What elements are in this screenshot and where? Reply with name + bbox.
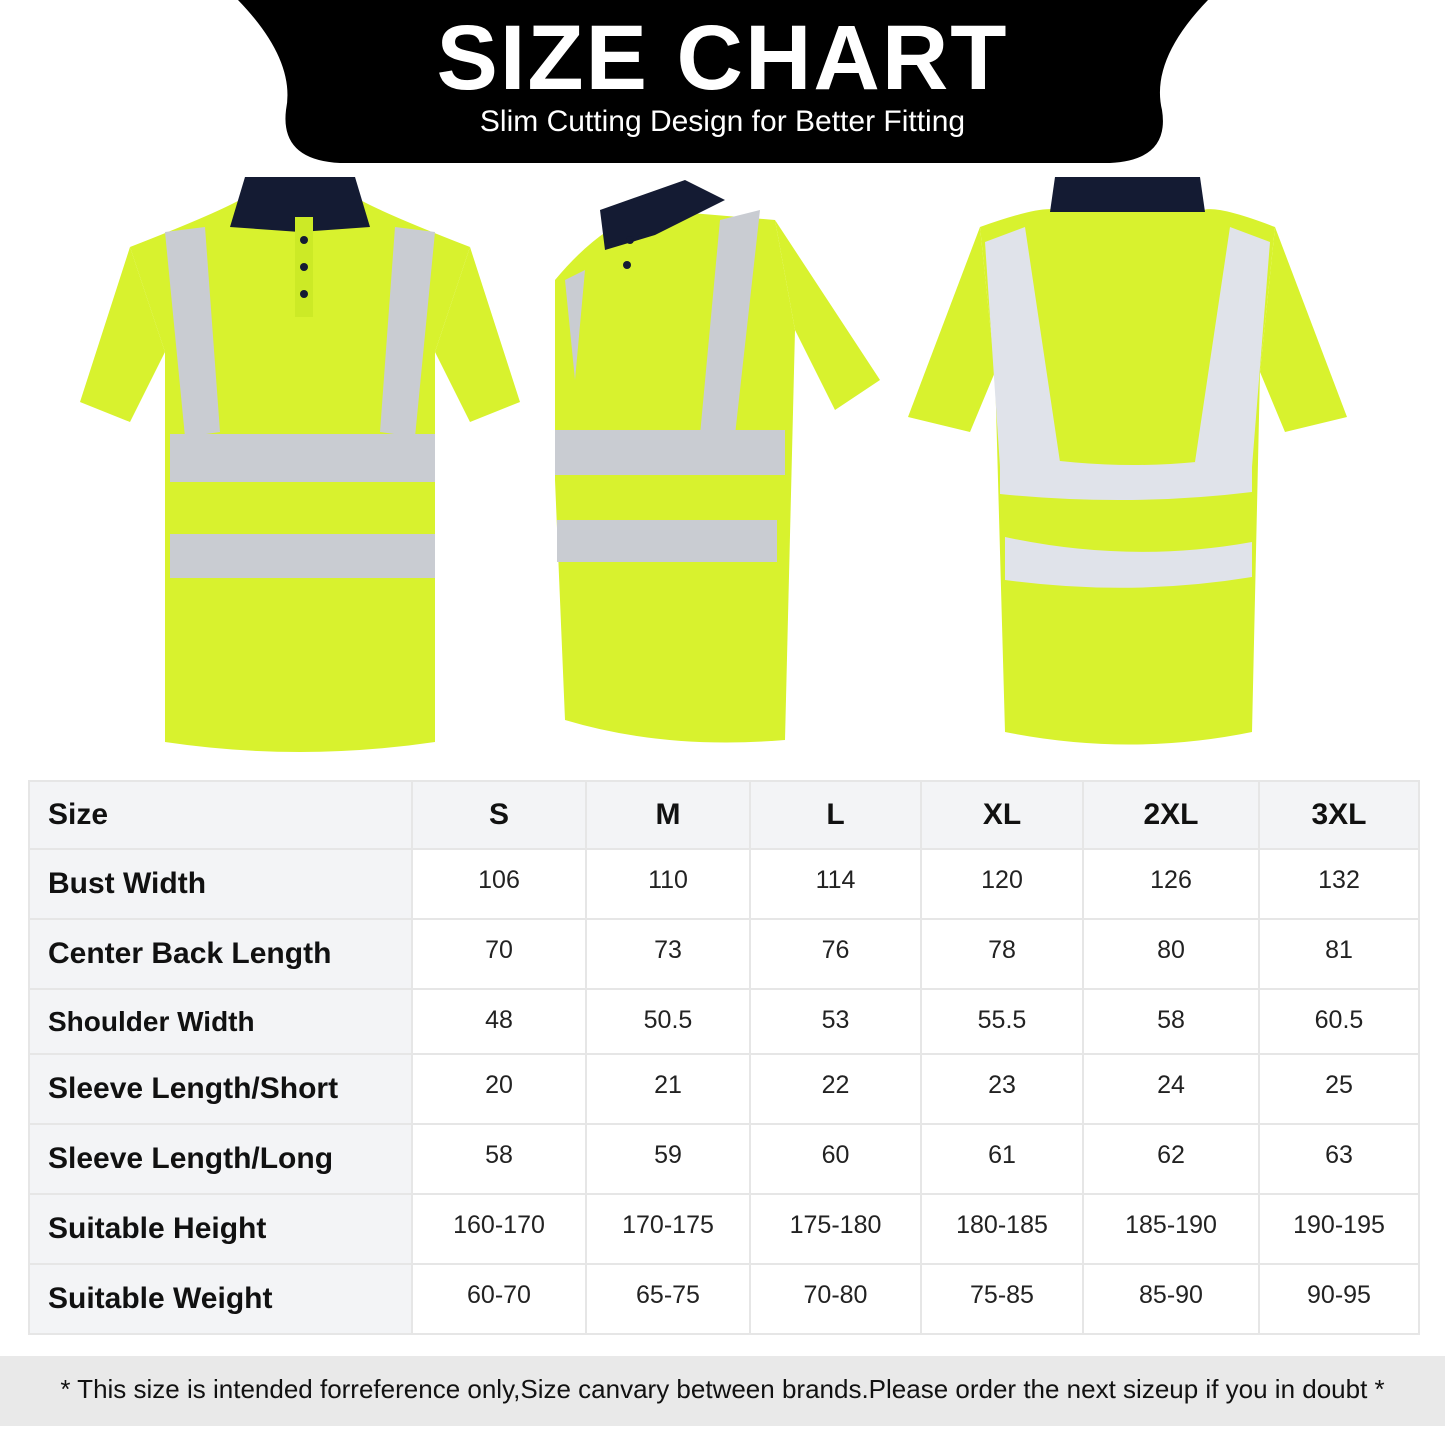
table-cell: 76 [750, 919, 921, 989]
table-cell: 78 [921, 919, 1083, 989]
row-label: Center Back Length [29, 919, 412, 989]
table-cell: 63 [1259, 1124, 1419, 1194]
header-size-label: Size [29, 781, 412, 849]
row-label: Sleeve Length/Long [29, 1124, 412, 1194]
shirt-side-image [535, 180, 890, 750]
page-title: SIZE CHART [436, 7, 1009, 109]
table-cell: 190-195 [1259, 1194, 1419, 1264]
table-cell: 126 [1083, 849, 1259, 919]
table-cell: 59 [586, 1124, 750, 1194]
table-cell: 160-170 [412, 1194, 586, 1264]
page-subtitle: Slim Cutting Design for Better Fitting [479, 105, 966, 138]
row-label: Bust Width [29, 849, 412, 919]
header-size-2xl: 2XL [1083, 781, 1259, 849]
table-row [29, 849, 1419, 919]
table-cell: 170-175 [586, 1194, 750, 1264]
table-cell: 60-70 [412, 1264, 586, 1334]
table-cell: 50.5 [586, 989, 750, 1054]
footer-note: * This size is intended forreference only,Size canvary between brands.Please order the next sizeup if you in doubt * [60, 1374, 1385, 1404]
table-cell: 175-180 [750, 1194, 921, 1264]
table-cell: 80 [1083, 919, 1259, 989]
table-row [29, 919, 1419, 989]
header-size-m: M [586, 781, 750, 849]
header-size-xl: XL [921, 781, 1083, 849]
footer-note-bar [0, 1356, 1445, 1426]
table-cell: 110 [586, 849, 750, 919]
table-row [29, 1124, 1419, 1194]
table-cell: 90-95 [1259, 1264, 1419, 1334]
table-cell: 85-90 [1083, 1264, 1259, 1334]
table-cell: 20 [412, 1054, 586, 1124]
table-row [29, 1194, 1419, 1264]
table-cell: 23 [921, 1054, 1083, 1124]
table-cell: 21 [586, 1054, 750, 1124]
table-cell: 58 [412, 1124, 586, 1194]
row-label: Suitable Weight [29, 1264, 412, 1334]
table-cell: 24 [1083, 1054, 1259, 1124]
header-size-3xl: 3XL [1259, 781, 1419, 849]
row-label: Shoulder Width [29, 989, 412, 1054]
table-cell: 132 [1259, 849, 1419, 919]
table-cell: 61 [921, 1124, 1083, 1194]
row-label: Sleeve Length/Short [29, 1054, 412, 1124]
table-cell: 58 [1083, 989, 1259, 1054]
table-header-row [29, 781, 1419, 849]
table-cell: 22 [750, 1054, 921, 1124]
table-cell: 25 [1259, 1054, 1419, 1124]
table-row [29, 1264, 1419, 1334]
table-cell: 70 [412, 919, 586, 989]
table-cell: 60 [750, 1124, 921, 1194]
table-cell: 75-85 [921, 1264, 1083, 1334]
table-cell: 65-75 [586, 1264, 750, 1334]
table-cell: 48 [412, 989, 586, 1054]
table-cell: 60.5 [1259, 989, 1419, 1054]
table-cell: 55.5 [921, 989, 1083, 1054]
header-size-s: S [412, 781, 586, 849]
row-label: Suitable Height [29, 1194, 412, 1264]
table-cell: 70-80 [750, 1264, 921, 1334]
table-row [29, 989, 1419, 1054]
table-cell: 62 [1083, 1124, 1259, 1194]
shirt-back-image [900, 172, 1355, 757]
table-cell: 114 [750, 849, 921, 919]
table-cell: 106 [412, 849, 586, 919]
table-cell: 73 [586, 919, 750, 989]
table-cell: 185-190 [1083, 1194, 1259, 1264]
size-chart-table [28, 780, 1420, 1335]
table-row [29, 1054, 1419, 1124]
header-size-l: L [750, 781, 921, 849]
table-cell: 120 [921, 849, 1083, 919]
header-banner [0, 0, 1445, 165]
table-cell: 180-185 [921, 1194, 1083, 1264]
shirt-front-image [70, 172, 530, 757]
table-cell: 81 [1259, 919, 1419, 989]
table-cell: 53 [750, 989, 921, 1054]
